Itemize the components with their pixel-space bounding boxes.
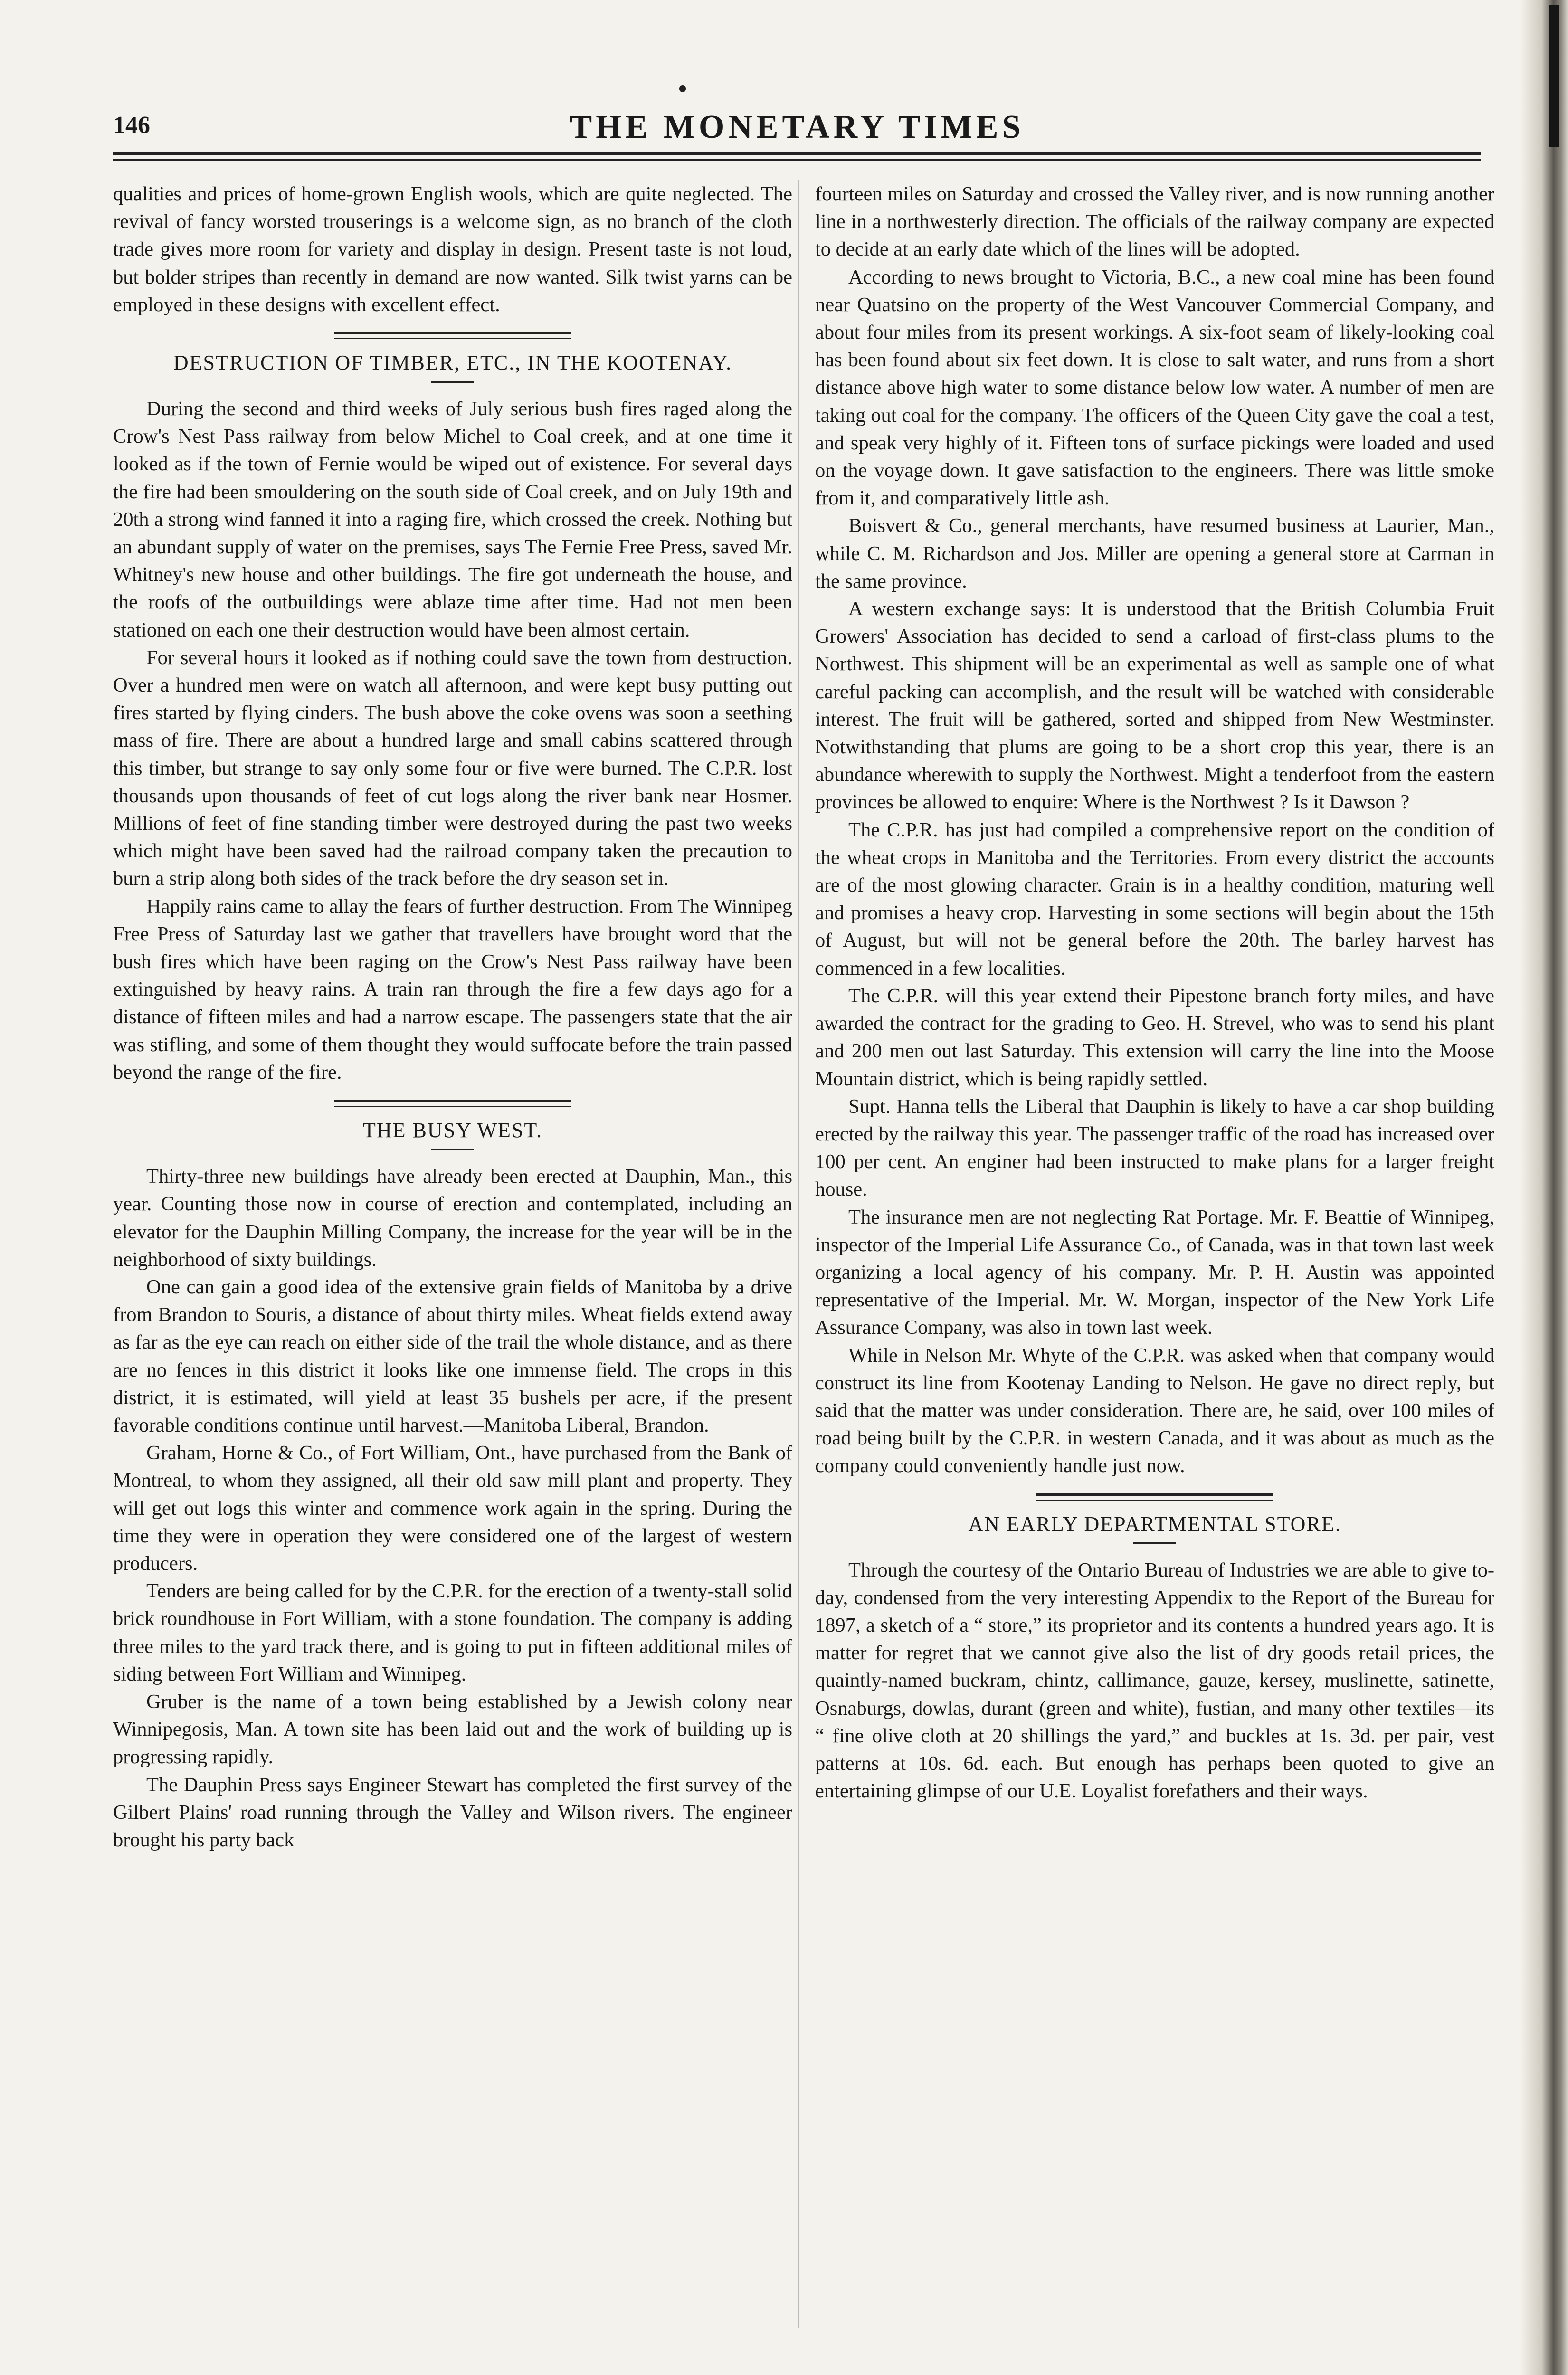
page-edge-shadow — [1520, 0, 1568, 2375]
article-paragraph: Supt. Hanna tells the Liberal that Dauphin is likely to have a car shop building erected by the railway this year. The passenger traffic of the road has increased over 100 per cent. An enginer had been instructed to make plans for a larger freight house. — [815, 1095, 1494, 1201]
article-paragraph: Boisvert & Co., general merchants, have resumed business at Laurier, Man., while C. M. Richardson and Jos. Miller are opening a general store at Carman in the same province. — [815, 514, 1494, 592]
article-paragraph: Graham, Horne & Co., of Fort William, Ont., have purchased from the Bank of Montreal, to whom they assigned, all their old saw mill plant and property. They will get out logs this winter and commence work again in the spring. During the time they were in operation they were considered one of the largest of western producers. — [113, 1442, 792, 1575]
article-paragraph: The insurance men are not neglecting Rat Portage. Mr. F. Beattie of Winnipeg, inspector of the Imperial Life Assurance Co., of Canada, was in that town last week organizing a local agency of his company. Mr. P. H. Austin was appointed representative of the Imperial. Mr. W. Morgan, inspector of the New York Life Assurance Company, was also in town last week. — [815, 1206, 1494, 1339]
column-divider — [798, 180, 799, 2328]
article-paragraph: The C.P.R. has just had compiled a comprehensive report on the condition of the wheat crops in Manitoba and the Territories. From every district the accounts are of the most glowing character. Grain is in a healthy condition, maturing well and promises a heavy crop. Harvesting in some sections will begin about the 15th of August, but will not be general before the 20th. The barley harvest has commenced in a few localities. — [815, 818, 1494, 979]
article-paragraph: A western exchange says: It is understood that the British Columbia Fruit Growers' Association has decided to send a carload of first-class plums to the Northwest. This shipment will be an experimental as well as sample one of what careful packing can accomplish, and the result will be watched with considerable interest. The fruit will be gathered, sorted and shipped from New Westminster. Notwithstanding that plums are going to be a short crop this year, there is an abundance wherewith to supply the Northwest. Might a tenderfoot from the eastern provinces be allowed to enquire: Where is the Northwest ? Is it Dawson ? — [815, 598, 1494, 814]
left-column — [113, 180, 792, 1854]
ink-dot — [679, 86, 686, 92]
article-paragraph: Happily rains came to allay the fears of further destruction. From The Winnipeg Free Press of Saturday last we gather that travellers have brought word that the bush fires which have been raging on the Crow's Nest Pass railway have been extinguished by heavy rains. A train ran through the fire a few days ago for a distance of fifteen miles and had a narrow escape. The passengers state that the air was stifling, and some of them thought they would suffocate before the train passed beyond the range of the fire. — [113, 895, 792, 1083]
section-separator — [334, 1100, 571, 1107]
page-number: 146 — [113, 112, 150, 139]
article-heading: AN EARLY DEPARTMENTAL STORE. — [968, 1512, 1341, 1536]
article-heading: THE BUSY WEST. — [363, 1119, 542, 1142]
article-paragraph: Thirty-three new buildings have already been erected at Dauphin, Man., this year. Counting those now in course of erection and contemplated, including an elevator for the Dauphin Milling Company, the increase for the year will be in the neighborhood of sixty buildings. — [113, 1165, 792, 1271]
article-paragraph: One can gain a good idea of the extensive grain fields of Manitoba by a drive from Brandon to Souris, a distance of about thirty miles. Wheat fields extend away as far as the eye can reach on either side of the trail the whole distance, and as there are no fences in this district it looks like one immense field. The crops in this district, it is estimated, will yield at least 35 bushels per acre, if the present favorable conditions continue until harvest.—Manitoba Liberal, Brandon. — [113, 1275, 792, 1436]
header-rule-thick — [113, 152, 1481, 155]
header-rule-thin — [113, 159, 1481, 161]
right-column — [815, 180, 1494, 1805]
article-paragraph: While in Nelson Mr. Whyte of the C.P.R. was asked when that company would construct its line from Kootenay Landing to Nelson. He gave no direct reply, but said that the matter was under consideration. There are, he said, over 100 miles of road being built by the C.P.R. in western Canada, and it was about as much as the company could conveniently handle just now. — [815, 1344, 1494, 1477]
article-paragraph: fourteen miles on Saturday and crossed the Valley river, and is now running another line in a northwesterly direction. The officials of the railway company are expected to decide at an early date which of the lines will be adopted. — [815, 183, 1494, 261]
section-separator — [334, 332, 571, 339]
heading-dash — [431, 381, 474, 383]
article-paragraph: qualities and prices of home-grown English wools, which are quite neglected. The revival of fancy worsted trouserings is a welcome sign, as no branch of the cloth trade gives more room for variety and display in design. Present taste is not loud, but bolder stripes than recently in demand are now wanted. Silk twist yarns can be employed in these designs with excellent effect. — [113, 183, 792, 316]
article-paragraph: Tenders are being called for by the C.P.R. for the erection of a twenty-stall solid brick roundhouse in Fort William, with a stone foundation. The company is adding three miles to the yard track there, and is going to put in fifteen additional miles of siding between Fort William and Winnipeg. — [113, 1580, 792, 1685]
article-paragraph: According to news brought to Victoria, B.C., a new coal mine has been found near Quatsino on the property of the West Vancouver Commercial Company, and about four miles from its present workings. A six-foot seam of likely-looking coal has been found about six feet down. It is close to salt water, and runs from a short distance above high water to some distance below low water. A number of men are taking out coal for the company. The officers of the Queen City gave the coal a test, and speak very highly of it. Fifteen tons of surface pickings were loaded and used on the voyage down. It gave satisfaction to the engineers. There was little smoke from it, and comparatively little ash. — [815, 266, 1494, 510]
article-paragraph: The Dauphin Press says Engineer Stewart has completed the first survey of the Gilbert Plains' road running through the Valley and Wilson rivers. The engineer brought his party back — [113, 1773, 792, 1851]
heading-dash — [431, 1149, 474, 1150]
binding-mark — [1549, 5, 1559, 147]
section-separator — [1036, 1493, 1273, 1501]
heading-dash — [1133, 1542, 1176, 1544]
masthead-title: THE MONETARY TIMES — [570, 109, 1025, 145]
article-paragraph: For several hours it looked as if nothing could save the town from destruction. Over a hundred men were on watch all afternoon, and were kept busy putting out fires started by flying cinders. The bush above the coke ovens was soon a seething mass of fire. There are about a hundred large and small cabins scattered through this timber, but strange to say only some four or five were burned. The C.P.R. lost thousands upon thousands of feet of cut logs along the river bank near Hosmer. Millions of feet of fine standing timber were destroyed during the past two weeks which might have been saved had the railroad company taken the precaution to burn a strip along both sides of the track before the dry season set in. — [113, 646, 792, 890]
article-paragraph: The C.P.R. will this year extend their Pipestone branch forty miles, and have awarded the contract for the grading to Geo. H. Strevel, who was to send his plant and 200 men out last Saturday. This extension will carry the line into the Moose Mountain district, which is being rapidly settled. — [815, 984, 1494, 1090]
article-heading: DESTRUCTION OF TIMBER, ETC., IN THE KOOTENAY. — [173, 351, 732, 375]
article-paragraph: Gruber is the name of a town being established by a Jewish colony near Winnipegosis, Man. A town site has been laid out and the work of building up is progressing rapidly. — [113, 1690, 792, 1768]
article-paragraph: Through the courtesy of the Ontario Bureau of Industries we are able to give to-day, condensed from the very interesting Appendix to the Report of the Bureau for 1897, a sketch of a “ store,” its proprietor and its contents a hundred years ago. It is matter for regret that we cannot give also the list of dry goods retail prices, the quaintly-named buckram, chintz, callimance, gauze, kersey, muslinette, satinette, Osnaburgs, dowlas, durant (green and white), fustian, and many other textiles—its “ fine olive cloth at 20 shillings the yard,” and buckles at 1s. 3d. per pair, vest patterns at 10s. 6d. each. But enough has perhaps been quoted to give an entertaining glimpse of our U.E. Loyalist forefathers and their ways. — [815, 1558, 1494, 1803]
page-header — [113, 108, 1481, 146]
article-paragraph: During the second and third weeks of July serious bush fires raged along the Crow's Nest Pass railway from below Michel to Coal creek, and at one time it looked as if the town of Fernie would be wiped out of existence. For several days the fire had been smouldering on the south side of Coal creek, and on July 19th and 20th a strong wind fanned it into a raging fire, which crossed the creek. Nothing but an abundant supply of water on the premises, says The Fernie Free Press, saved Mr. Whitney's new house and other buildings. The fire got underneath the house, and the roofs of the outbuildings were ablaze time after time. Had not men been stationed on each one their destruction would have been almost certain. — [113, 398, 792, 641]
